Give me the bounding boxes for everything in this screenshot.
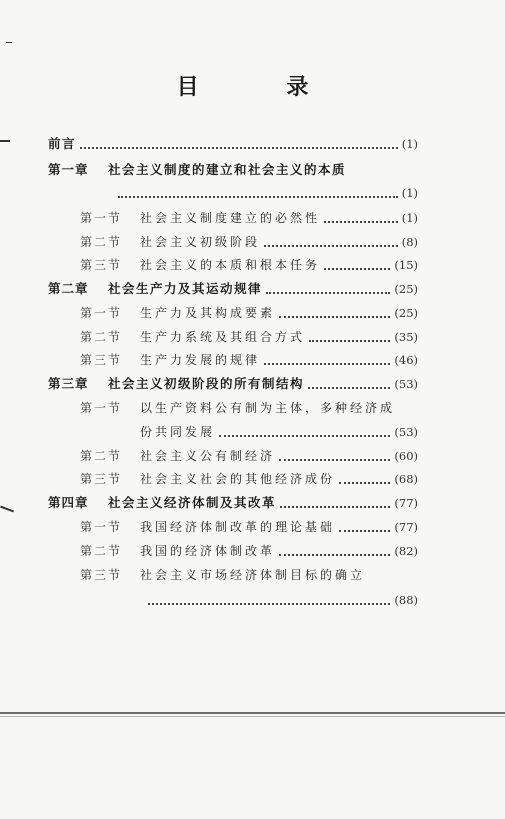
toc-entry-preface[interactable] [48,136,418,152]
entry-title: 社会主义公有制经济 [140,449,276,463]
toc-entry-4-2[interactable] [80,543,418,559]
leader-dots [80,139,398,149]
entry-title: 社会主义初级阶段 [140,235,261,249]
entry-title: 份共同发展 [140,425,216,439]
scan-edge-line [0,716,505,717]
leader-dots [279,451,390,461]
toc-entry-chapter-3[interactable] [48,376,418,392]
scan-edge-line [0,712,505,714]
page-number: (35) [394,330,418,344]
chapter-number: 第四章 [48,495,89,510]
section-number: 第一节 [80,520,123,534]
toc-entry-4-3-page[interactable] [148,592,418,608]
page-number: (8) [401,235,418,249]
entry-title: 社会主义的本质和根本任务 [140,258,321,272]
section-number: 第二节 [80,330,123,344]
page-number: (25) [394,306,418,320]
toc-entry-4-3[interactable] [80,567,418,583]
page-number: (1) [401,137,418,151]
toc-entry-3-1-continued[interactable] [140,424,418,440]
leader-dots [148,595,390,605]
toc-entry-4-1[interactable] [80,519,418,535]
entry-title: 社会主义制度的建立和社会主义的本质 [108,162,347,177]
page-number: (25) [394,282,418,296]
toc-entry-1-2[interactable] [80,234,418,250]
leader-dots [339,474,390,484]
entry-title: 生产力发展的规律 [140,353,261,367]
leader-dots [324,213,398,223]
page-number: (53) [394,425,418,439]
entry-title: 社会主义社会的其他经济成份 [140,472,336,486]
entry-title: 以生产资料公有制为主体，多种经济成 [140,401,396,415]
section-number: 第三节 [80,353,123,367]
page-number: (88) [394,593,418,607]
leader-dots [264,355,390,365]
entry-title: 社会主义市场经济体制目标的确立 [140,568,366,582]
page-number: (1) [401,186,418,200]
section-number: 第三节 [80,472,123,486]
toc-entry-chapter-1[interactable] [48,162,418,178]
leader-dots [279,546,390,556]
chapter-number: 第一章 [48,162,89,177]
leader-dots [280,498,390,508]
page-number: (15) [394,258,418,272]
entry-title: 社会主义初级阶段的所有制结构 [108,376,305,391]
chapter-number: 第二章 [48,281,89,296]
leader-dots [219,427,390,437]
entry-title: 我国经济体制改革的理论基础 [140,520,336,534]
leader-dots [118,188,398,198]
page-number: (77) [394,520,418,534]
leader-dots [324,260,390,270]
section-number: 第一节 [80,401,123,415]
toc-entry-2-2[interactable] [80,329,418,345]
toc-entry-1-3[interactable] [80,257,418,273]
entry-title: 前言 [48,136,77,151]
page-title: 目 录 [176,75,349,100]
page-number: (77) [394,496,418,510]
entry-title: 生产力及其构成要素 [140,306,276,320]
page-number: (1) [401,211,418,225]
toc-entry-3-3[interactable] [80,471,418,487]
toc-entry-3-1[interactable] [80,400,418,416]
section-number: 第三节 [80,568,123,582]
scan-mark [0,140,10,142]
chapter-number: 第三章 [48,376,89,391]
toc-entry-1-1[interactable] [80,210,418,226]
page-number: (46) [394,353,418,367]
entry-title: 社会生产力及其运动规律 [108,281,263,296]
toc-entry-2-3[interactable] [80,352,418,368]
leader-dots [279,308,390,318]
page-number: (82) [394,544,418,558]
leader-dots [309,332,390,342]
entry-title: 社会主义制度建立的必然性 [140,211,321,225]
toc-entry-chapter-4[interactable] [48,495,418,511]
toc-entry-chapter-1-page[interactable] [118,185,418,201]
section-number: 第一节 [80,306,123,320]
section-number: 第二节 [80,449,123,463]
leader-dots [266,284,390,294]
page-number: (53) [394,377,418,391]
section-number: 第二节 [80,544,123,558]
page-number: (60) [394,449,418,463]
scan-mark [0,506,14,513]
leader-dots [264,237,398,247]
toc-entry-3-2[interactable] [80,448,418,464]
entry-title: 生产力系统及其组合方式 [140,330,306,344]
section-number: 第三节 [80,258,123,272]
toc-entry-chapter-2[interactable] [48,281,418,297]
page-number: (68) [394,472,418,486]
leader-dots [339,522,390,532]
section-number: 第一节 [80,211,123,225]
entry-title: 社会主义经济体制及其改革 [108,495,277,510]
leader-dots [308,379,390,389]
scan-mark [6,42,12,43]
entry-title: 我国的经济体制改革 [140,544,276,558]
toc-entry-2-1[interactable] [80,305,418,321]
section-number: 第二节 [80,235,123,249]
